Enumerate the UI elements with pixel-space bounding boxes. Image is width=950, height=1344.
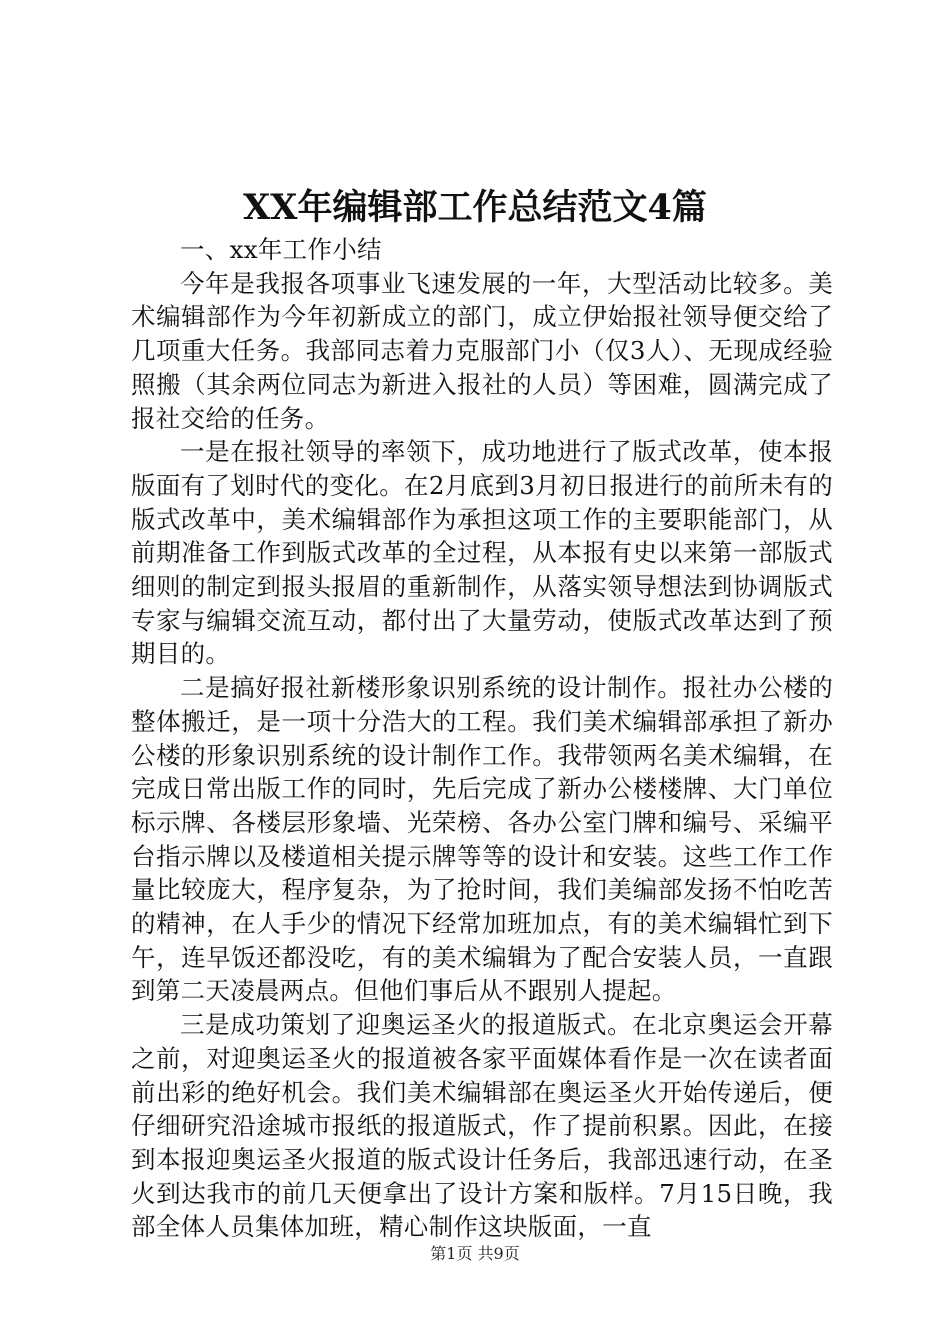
document-body: [131, 233, 833, 1244]
document-title: XX年编辑部工作总结范文4篇: [243, 187, 707, 228]
body-paragraph: 一是在报社领导的率领下，成功地进行了版式改革，使本报版面有了划时代的变化。在2月底到3月初日报进行的前所未有的版式改革中，美术编辑部作为承担这项工作的主要职能部门，从前期准备工作到版式改革的全过程，从本报有史以来第一部版式细则的制定到报头报眉的重新制作，从落实领导想法到协调版式专家与编辑交流互动，都付出了大量劳动，使版式改革达到了预期目的。: [131, 437, 833, 669]
body-paragraph: 二是搞好报社新楼形象识别系统的设计制作。报社办公楼的整体搬迁，是一项十分浩大的工程。我们美术编辑部承担了新办公楼的形象识别系统的设计制作工作。我带领两名美术编辑，在完成日常出版工作的同时，先后完成了新办公楼楼牌、大门单位标示牌、各楼层形象墙、光荣榜、各办公室门牌和编号、采编平台指示牌以及楼道相关提示牌等等的设计和安装。这些工作工作量比较庞大，程序复杂，为了抢时间，我们美编部发扬不怕吃苦的精神，在人手少的情况下经常加班加点，有的美术编辑忙到下午，连早饭还都没吃，有的美术编辑为了配合安装人员，一直跟到第二天凌晨两点。但他们事后从不跟别人提起。: [131, 673, 833, 1006]
page-footer: 第1页 共9页: [430, 1244, 520, 1263]
body-paragraph: 三是成功策划了迎奥运圣火的报道版式。在北京奥运会开幕之前，对迎奥运圣火的报道被各家平面媒体看作是一次在读者面前出彩的绝好机会。我们美术编辑部在奥运圣火开始传递后，便仔细研究沿途城市报纸的报道版式，作了提前积累。因此，在接到本报迎奥运圣火报道的版式设计任务后，我部迅速行动，在圣火到达我市的前几天便拿出了设计方案和版样。7月15日晚，我部全体人员集体加班，精心制作这块版面，一直: [131, 1010, 833, 1242]
section-heading: 一、xx年工作小结: [180, 235, 382, 264]
body-paragraph: 今年是我报各项事业飞速发展的一年，大型活动比较多。美术编辑部作为今年初新成立的部门，成立伊始报社领导便交给了几项重大任务。我部同志着力克服部门小（仅3人）、无现成经验照搬（其余两位同志为新进入报社的人员）等困难，圆满完成了报社交给的任务。: [131, 268, 833, 433]
